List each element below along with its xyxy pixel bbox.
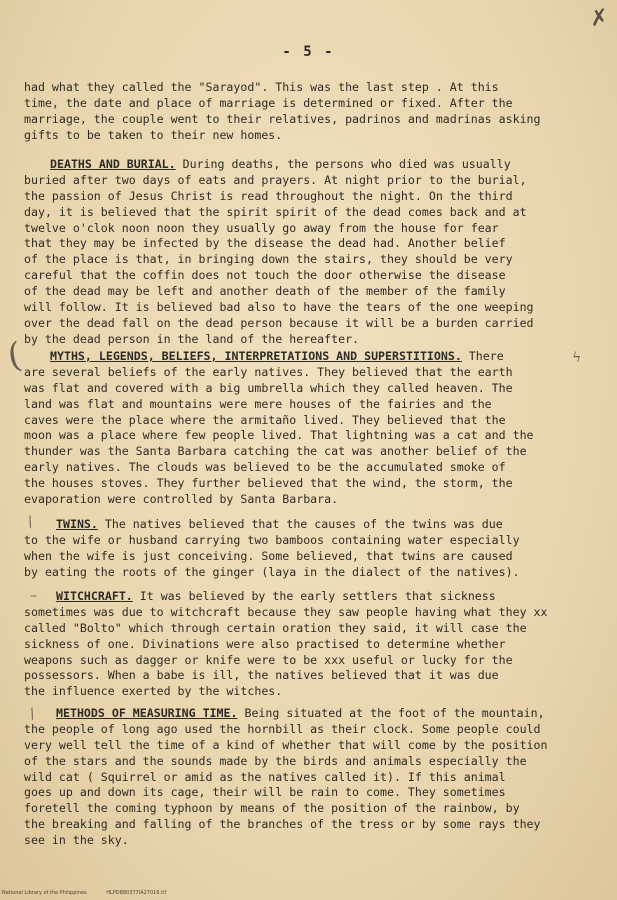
text-line-rest: Being situated at the foot of the mountain, [237,706,545,720]
section-heading: TWINS. [56,517,98,531]
text-line: gifts to be taken to their new homes. [24,127,283,142]
text-line: by eating the roots of the ginger (laya in the dialect of the natives). [24,564,520,579]
text-line [24,157,590,173]
text-line-rest: It was believed by the early settlers that sickness [132,589,496,603]
text-line: will follow. It is believed bad also to have the tears of the one weeping [24,300,534,315]
margin-dash-mark: – [30,588,37,604]
text-line: to the wife or husband carrying two bamboos containing water especially [24,532,520,547]
text-line [24,349,590,365]
paragraph-deaths-and-burial [24,157,590,348]
footer-file-id: HLPD880377IA27016.tif [106,890,167,896]
text-line: of the place is that, in bringing down the stairs, they should be very [24,252,513,267]
text-line: see in the sky. [24,833,129,848]
section-heading: MYTHS, LEGENDS, BELIEFS, INTERPRETATIONS AND SUPERSTITIONS. [50,349,462,363]
text-line: the houses stoves. They further believed that the wind, the storm, the [24,476,513,491]
text-line: day, it is believed that the spirit spirit of the dead comes back and at [24,204,527,219]
text-line [24,706,590,722]
text-line: evaporation were controlled by Santa Barbara. [24,492,339,507]
text-line: the influence exerted by the witches. [24,684,283,699]
text-line: by the dead person in the land of the hereafter. [24,331,360,346]
paragraph-marriage [24,80,590,144]
text-line: possessors. When a babe is ill, the natives believed that it was due [24,668,499,683]
text-line: very well tell the time of a kind of whether that will come by the position [24,737,548,752]
text-line: when the wife is just conceiving. Some believed, that twins are caused [24,548,513,563]
text-line: time, the date and place of marriage is determined or fixed. After the [24,95,513,110]
paragraph-witchcraft [24,589,590,700]
text-line [24,517,590,533]
text-line: twelve o'clok noon noon they usually go away from the house for fear [24,220,499,235]
margin-bracket-mark: ( [4,335,25,377]
text-line: weapons such as dagger or knife were to be xxx useful or lucky for the [24,652,513,667]
text-line-rest: The natives believed that the causes of the twins was due [97,517,503,531]
paragraph-twins [24,517,590,581]
text-line: foretell the coming typhoon by means of the position of the rainbow, by [24,801,520,816]
text-line: careful that the coffin does not touch the door otherwise the disease [24,268,506,283]
text-line: goes up and down its cage, their will be rain to come. They sometimes [24,785,506,800]
text-line: early natives. The clouds was believed to be the accumulated smoke of [24,460,506,475]
text-line: that they may be infected by the disease the dead had. Another belief [24,236,506,251]
text-line: the people of long ago used the hornbill as their clock. Some people could [24,721,541,736]
text-line-rest: During deaths, the persons who died was usually [175,157,511,171]
text-line: was flat and covered with a big umbrella which they called heaven. The [24,380,513,395]
margin-tick-mark: / [25,513,36,531]
section-heading: DEATHS AND BURIAL. [50,157,176,171]
text-line: moon was a place where few people lived. That lightning was a cat and the [24,428,534,443]
text-line: caves were the place where the armitaño lived. They believed that the [24,412,506,427]
text-line: buried after two days of eats and prayers. At night prior to the burial, [24,172,527,187]
text-line: wild cat ( Squirrel or amid as the natives called it). If this animal [24,769,506,784]
page-number: - 5 - [282,44,335,60]
text-line: land was flat and mountains were mere houses of the fairies and the [24,396,492,411]
margin-pencil-mark: ϟ [572,350,582,366]
paragraph-methods-of-measuring-time [24,706,590,849]
text-line: thunder was the Santa Barbara catching the cat was another belief of the [24,444,527,459]
margin-tick-mark-2: / [27,705,38,723]
text-line: sometimes was due to witchcraft because they saw people having what they xx [24,604,548,619]
section-heading: METHODS OF MEASURING TIME. [56,706,238,720]
text-line: are several beliefs of the early natives. They believed that the earth [24,364,513,379]
text-line: of the stars and the sounds made by the birds and animals especially the [24,753,527,768]
text-line: marriage, the couple went to their relatives, padrinos and madrinas asking [24,111,541,126]
footer-institution: National Library of the Philippines [2,890,87,896]
text-line [24,589,590,605]
section-heading: WITCHCRAFT. [56,589,133,603]
paragraph-myths-legends-beliefs [24,349,590,508]
scan-footer [2,890,184,896]
text-line: called "Bolto" which through certain oration they said, it will case the [24,620,527,635]
corner-check-mark: ✗ [588,4,611,33]
text-line: had what they called the "Sarayod". This was the last step . At this [24,80,499,94]
text-line: sickness of one. Divinations were also practised to determine whether [24,636,506,651]
text-line-rest: There [461,349,504,363]
text-line: the breaking and falling of the branches of the tress or by some rays they [24,817,541,832]
text-line: of the dead may be left and another death of the member of the family [24,284,506,299]
text-line: the passion of Jesus Christ is read throughout the night. On the third [24,188,513,203]
text-line: over the dead fall on the dead person because it will be a burden carried [24,315,534,330]
